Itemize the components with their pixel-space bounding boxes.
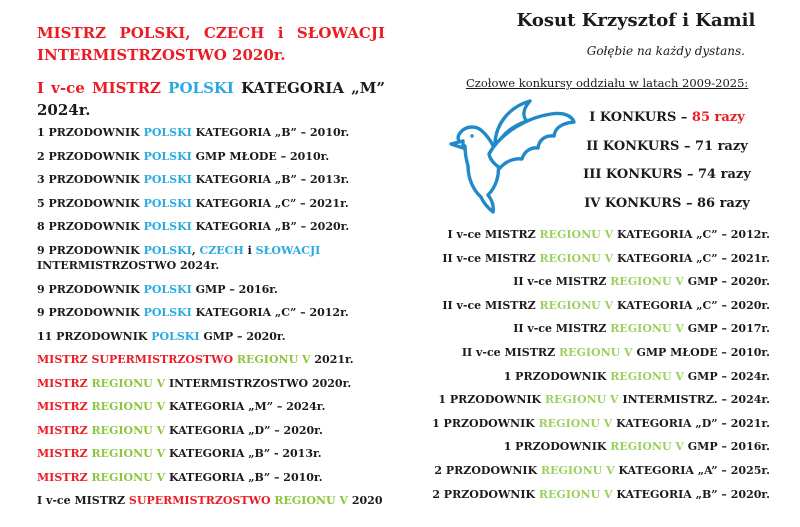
achievement-line: MISTRZ REGIONU V INTERMISTRZOSTWO 2020r. [37,376,352,390]
achievement-line: II v-ce MISTRZ REGIONU V GMP – 2017r. [513,322,770,336]
achievement-line: 9 PRZODOWNIK POLSKI KATEGORIA „C” – 2012r. [37,306,349,319]
achievement-line: 8 PRZODOWNIK POLSKI KATEGORIA „B” – 2020r. [37,220,350,233]
left-title-sub: I v-ce MISTRZ POLSKI KATEGORIA „M” 2024r. [37,79,385,119]
left-title-main: MISTRZ POLSKI, CZECH i SŁOWACJI INTERMISTRZOSTWO 2020r. [37,24,385,64]
achievement-line: I v-ce MISTRZ SUPERMISTRZOSTWO REGIONU V 2020 [37,494,383,507]
achievement-line: 5 PRZODOWNIK POLSKI KATEGORIA „C” – 2021r. [37,196,349,210]
achievement-line: 1 PRZODOWNIK POLSKI KATEGORIA „B” – 2010r. [37,126,350,139]
achievement-line: I v-ce MISTRZ REGIONU V KATEGORIA „C” – 2012r. [447,228,770,241]
achievement-line: II v-ce MISTRZ REGIONU V KATEGORIA „C” – 2020r. [442,298,770,312]
achievement-line: 1 PRZODOWNIK REGIONU V KATEGORIA „D” – 2021r. [432,416,770,430]
achievement-line: 3 PRZODOWNIK POLSKI KATEGORIA „B” – 2013r. [37,173,350,186]
achievement-line: 1 PRZODOWNIK REGIONU V GMP – 2016r. [503,440,770,454]
achievement-line: 2 PRZODOWNIK REGIONU V KATEGORIA „A” – 2025r. [434,463,770,477]
left-column [37,22,385,517]
achievement-line: 9 PRZODOWNIK POLSKI, CZECH i SŁOWACJI INTERMISTRZOSTWO 2024r. [37,243,321,272]
achievement-line: MISTRZ REGIONU V KATEGORIA „B” – 2010r. [37,470,323,484]
achievement-line: II v-ce MISTRZ REGIONU V GMP – 2020r. [513,275,770,289]
konkurs-line: II KONKURS – 71 razy [586,138,748,154]
achievement-line: MISTRZ REGIONU V KATEGORIA „M” – 2024r. [37,400,326,413]
konkurs-line: III KONKURS – 74 razy [583,167,751,183]
achievement-line: 9 PRZODOWNIK POLSKI GMP – 2016r. [37,282,278,296]
subtitle: Gołębie na każdy dystans. [586,44,745,58]
achievement-line: MISTRZ SUPERMISTRZOSTWO REGIONU V 2021r. [37,353,354,366]
achievement-line: II v-ce MISTRZ REGIONU V GMP MŁODE – 2010r. [461,345,770,359]
achievement-line: II v-ce MISTRZ REGIONU V KATEGORIA „C” – 2021r. [442,251,770,265]
konkurs-line: I KONKURS – 85 razy [589,110,745,125]
konkurs-line: IV KONKURS – 86 razy [584,196,750,212]
konkurs-list [560,104,774,219]
page-title: Kosut Krzysztof i Kamil [516,10,756,31]
achievement-line: 2 PRZODOWNIK REGIONU V KATEGORIA „B” – 2020r. [432,487,770,501]
achievement-line: 2 PRZODOWNIK POLSKI GMP MŁODE – 2010r. [37,149,330,163]
left-achievements-list [37,125,385,509]
achievement-line: MISTRZ REGIONU V KATEGORIA „D” – 2020r. [37,423,323,437]
section-heading: Czołowe konkursy oddziału w latach 2009-2025: [466,76,749,90]
achievement-line: MISTRZ REGIONU V KATEGORIA „B” - 2013r. [37,447,322,460]
achievement-line: 11 PRZODOWNIK POLSKI GMP – 2020r. [37,329,286,343]
right-achievements-list [400,228,770,511]
achievement-line: 1 PRZODOWNIK REGIONU V INTERMISTRZ. – 2024r. [438,393,770,407]
achievement-line: 1 PRZODOWNIK REGIONU V GMP – 2024r. [503,369,770,383]
